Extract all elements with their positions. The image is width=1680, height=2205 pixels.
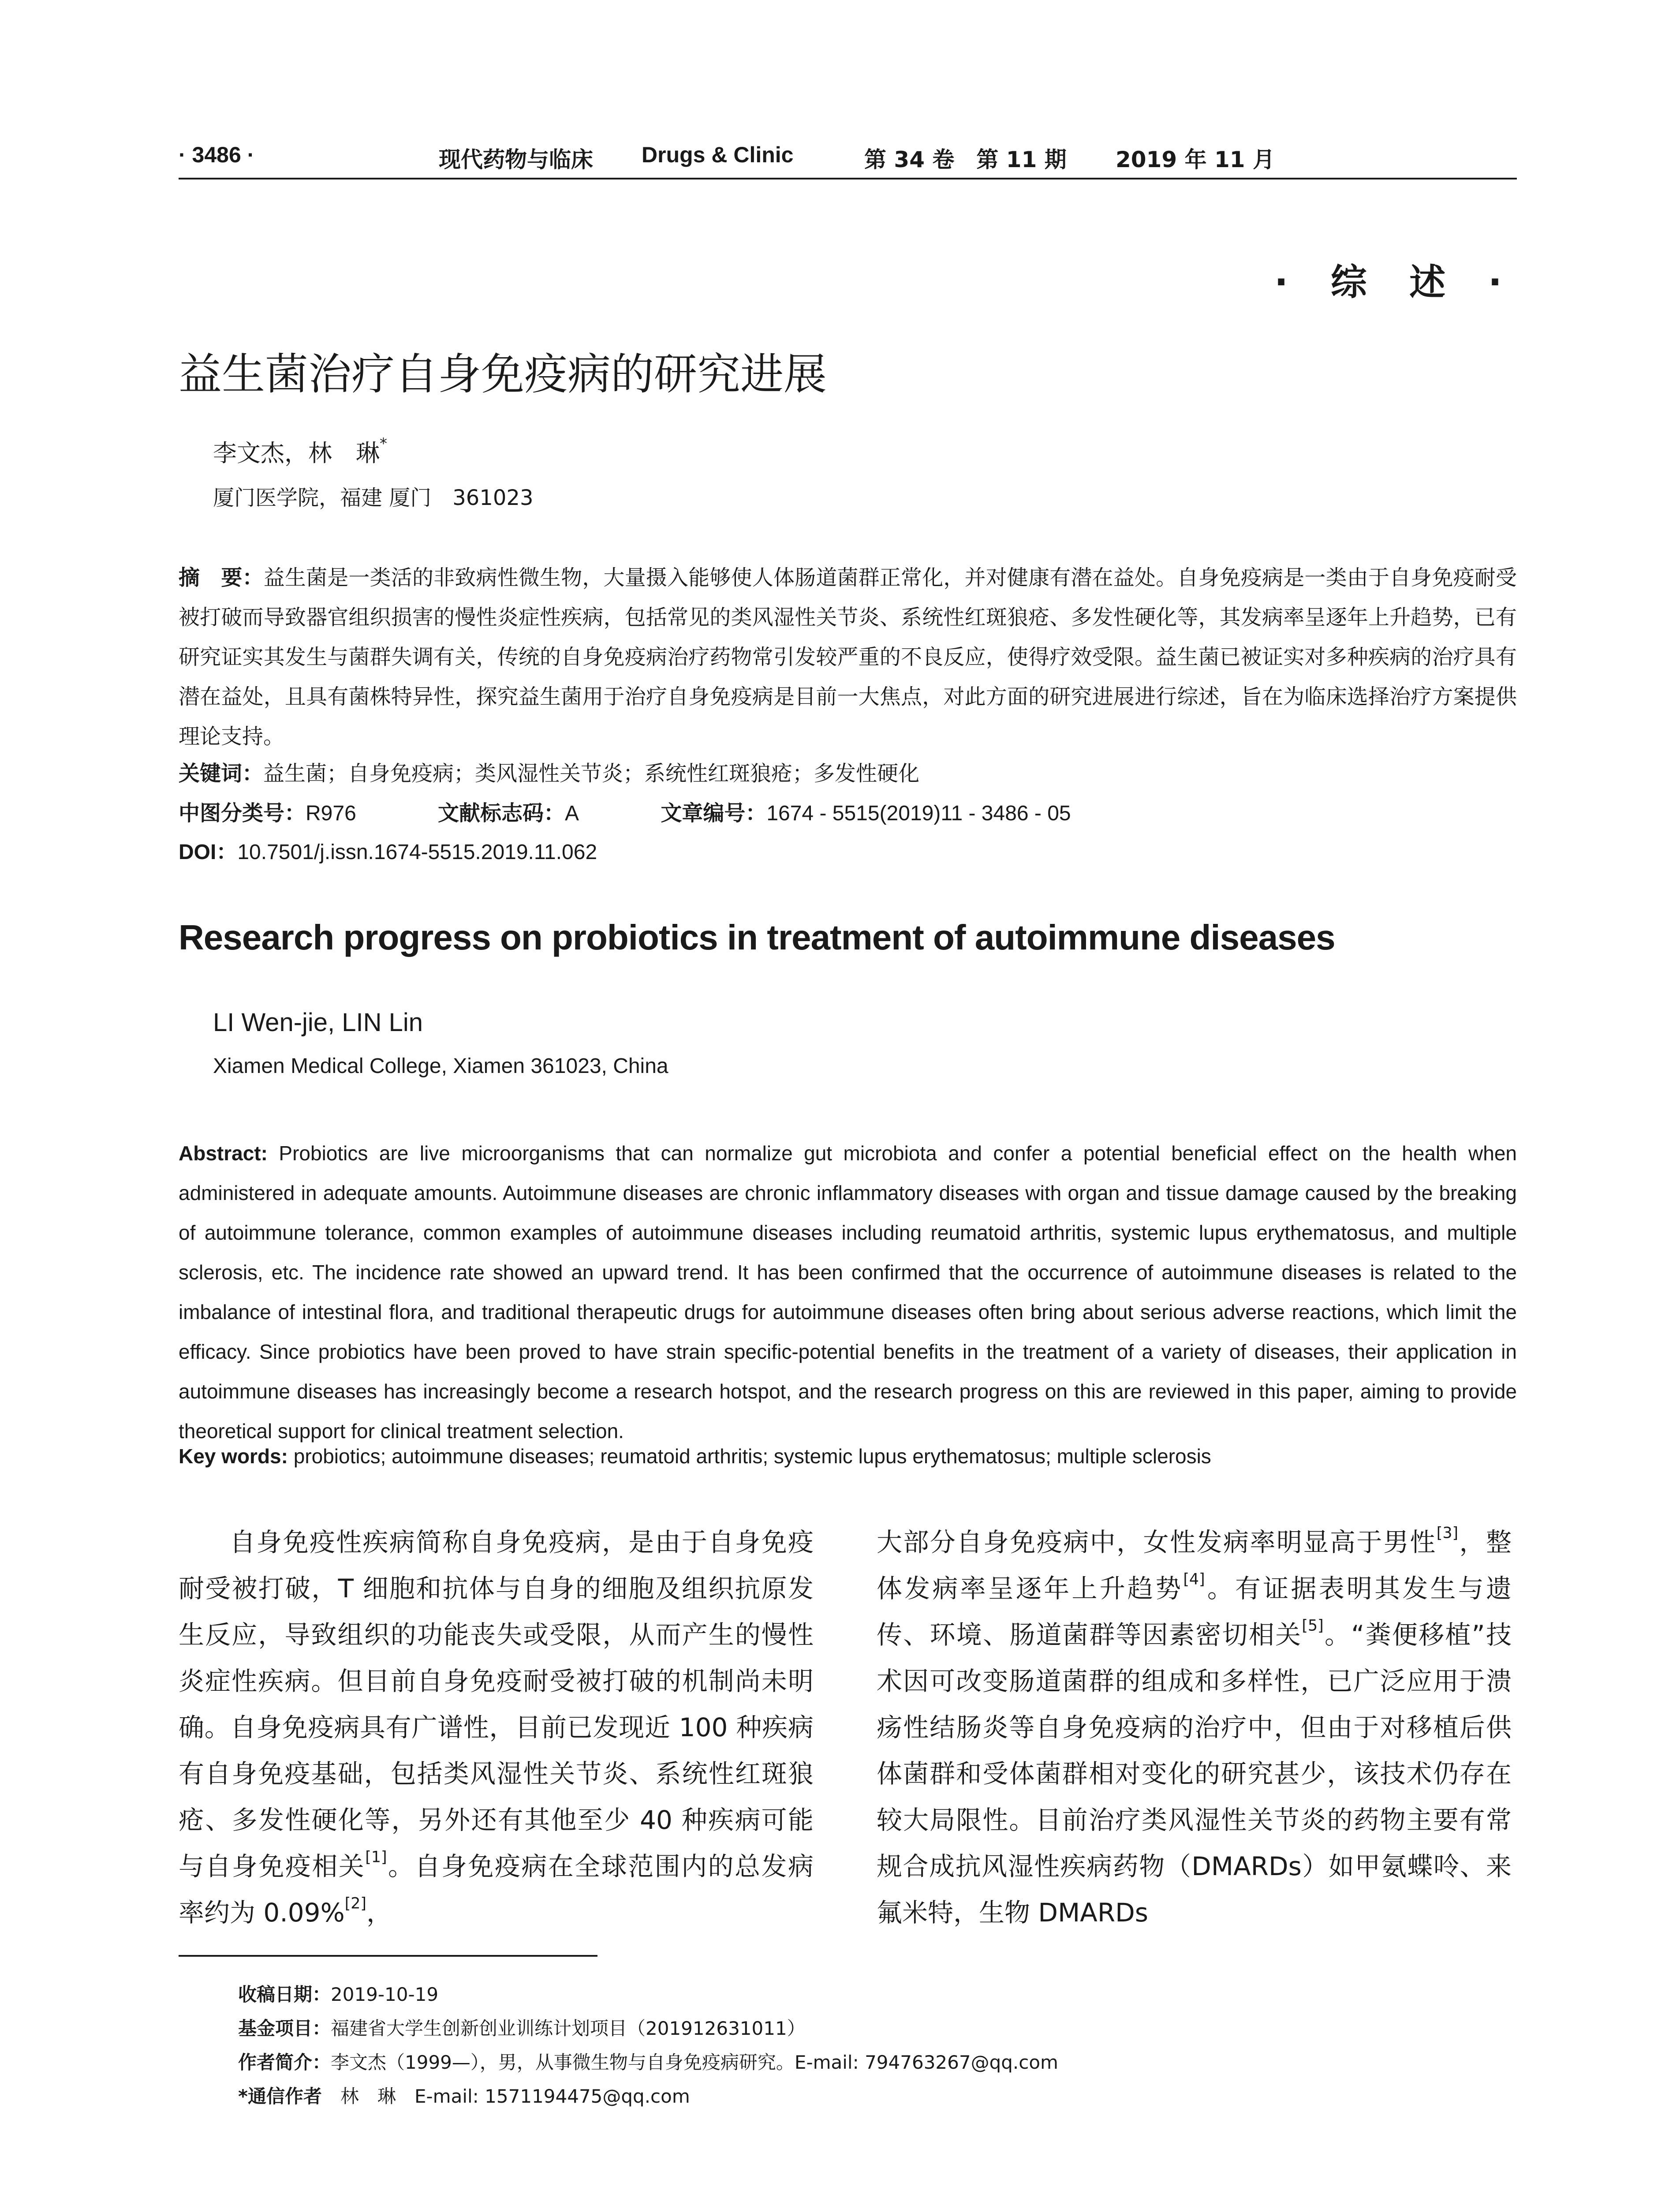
clc-value: R976	[306, 802, 356, 825]
bio-label: 作者简介：	[238, 2052, 331, 2073]
keywords-en-label: Key words:	[179, 1445, 288, 1468]
body-right-text-3: 。有证据表明其发生与遗传、环境、肠道菌群等因素密切相关	[877, 1573, 1512, 1650]
abstract-en-label: Abstract:	[179, 1142, 268, 1165]
fund-label: 基金项目：	[238, 2018, 331, 2039]
article-no-label: 文章编号：	[661, 801, 767, 826]
journal-title-en: Drugs & Clinic	[642, 142, 794, 167]
header-rule	[179, 178, 1517, 179]
classification-line	[179, 796, 1071, 826]
keywords-cn	[179, 756, 919, 787]
doi-label: DOI：	[179, 841, 238, 864]
footnote-corresponding	[238, 2082, 690, 2108]
clc-label: 中图分类号：	[179, 801, 306, 826]
section-label: · 综 述 ·	[1274, 262, 1517, 303]
footnote-rule	[179, 1955, 597, 1957]
abstract-cn	[179, 558, 1517, 756]
citation-2: [2]	[344, 1895, 366, 1913]
body-column-right	[877, 1519, 1512, 1936]
body-right-text-1: 大部分自身免疫病中，女性发病率明显高于男性	[877, 1527, 1437, 1557]
abstract-en	[179, 1133, 1517, 1451]
citation-5: [5]	[1302, 1617, 1324, 1635]
abstract-cn-label: 摘 要：	[179, 565, 264, 590]
authors-cn	[213, 434, 387, 468]
journal-title-cn: 现代药物与临床	[439, 147, 593, 172]
footnote-author-bio	[238, 2048, 1058, 2074]
bio-text: 李文杰（1999—），男，从事微生物与自身免疫病研究。E-mail: 794763267@qq.com	[331, 2052, 1058, 2073]
abstract-en-text: Probiotics are live microorganisms that can normalize gut microbiota and confer a potential beneficial effect on the health when administered in adequate amounts. Autoimmune diseases are chronic inflammatory diseases with organ and tissue damage caused by the breaking of autoimmune tolerance, common examples of autoimmune diseases including reumatoid arthritis, systemic lupus erythematosus, and multiple sclerosis, etc. The incidence rate showed an upward trend. It has been confirmed that the occurrence of autoimmune diseases is related to the imbalance of intestinal flora, and traditional therapeutic drugs for autoimmune diseases often bring about serious adverse reactions, which limit the efficacy. Since probiotics have been proved to have strain specific-potential benefits in the treatment of a variety of diseases, their application in autoimmune diseases has increasingly become a research hotspot, and the research progress on this are reviewed in this paper, aiming to provide theoretical support for clinical treatment selection.	[179, 1142, 1517, 1443]
corresponding-label: *通信作者	[238, 2085, 322, 2107]
issue-date: 2019 年 11 月	[1116, 147, 1275, 172]
citation-3: [3]	[1436, 1524, 1459, 1542]
body-right-text-4: 。“粪便移植”技术因可改变肠道菌群的组成和多样性，已广泛应用于溃疡性结肠炎等自身免疫病的治疗中，但由于对移植后供体菌群和受体菌群相对变化的研究甚少，该技术仍存在较大局限性。目前治疗类风湿性关节炎的药物主要有常规合成抗风湿性疾病药物（DMARDs）如甲氨蝶呤、来氟米特，生物 DMARDs	[877, 1620, 1512, 1928]
affiliation-en: Xiamen Medical College, Xiamen 361023, China	[213, 1054, 668, 1078]
footnote-received	[238, 1980, 438, 2007]
citation-1: [1]	[365, 1848, 387, 1866]
fund-text: 福建省大学生创新创业训练计划项目（201912631011）	[331, 2018, 806, 2039]
body-left-text-1: 自身免疫性疾病简称自身免疫病，是由于自身免疫耐受被打破，T 细胞和抗体与自身的细胞及组织抗原发生反应，导致组织的功能丧失或受限，从而产生的慢性炎症性疾病。但目前自身免疫耐受被打破的机制尚未明确。自身免疫病具有广谱性，目前已发现近 100 种疾病有自身免疫基础，包括类风湿性关节炎、系统性红斑狼疮、多发性硬化等，另外还有其他至少 40 种疾病可能与自身免疫相关	[179, 1527, 814, 1881]
running-header	[179, 142, 1517, 173]
page-number: · 3486 ·	[179, 142, 255, 167]
received-label: 收稿日期：	[238, 1984, 331, 2005]
keywords-en-text: probiotics; autoimmune diseases; reumatoid arthritis; systemic lupus erythematosus; multiple sclerosis	[293, 1445, 1211, 1468]
body-left-text-3: ，	[366, 1898, 392, 1928]
volume-issue: 第 34 卷 第 11 期	[864, 147, 1067, 172]
abstract-cn-text: 益生菌是一类活的非致病性微生物，大量摄入能够使人体肠道菌群正常化，并对健康有潜在益处。自身免疫病是一类由于自身免疫耐受被打破而导致器官组织损害的慢性炎症性疾病，包括常见的类风湿性关节炎、系统性红斑狼疮、多发性硬化等，其发病率呈逐年上升趋势，已有研究证实其发生与菌群失调有关，传统的自身免疫病治疗药物常引发较严重的不良反应，使得疗效受限。益生菌已被证实对多种疾病的治疗具有潜在益处，且具有菌株特异性，探究益生菌用于治疗自身免疫病是目前一大焦点，对此方面的研究进展进行综述，旨在为临床选择治疗方案提供理论支持。	[179, 565, 1517, 749]
doi-line	[179, 835, 597, 865]
article-title-cn: 益生菌治疗自身免疫病的研究进展	[179, 349, 827, 400]
doc-code-value: A	[565, 802, 579, 825]
corresponding-text: 林 琳 E-mail: 1571194475@qq.com	[340, 2085, 690, 2107]
affiliation-cn: 厦门医学院，福建 厦门 361023	[213, 486, 534, 510]
body-right-text-2: ，整体发病率呈逐年上升趋势	[877, 1527, 1512, 1603]
article-no-value: 1674 - 5515(2019)11 - 3486 - 05	[766, 802, 1071, 825]
keywords-cn-label: 关键词：	[179, 761, 264, 786]
citation-4: [4]	[1183, 1570, 1205, 1588]
keywords-cn-text: 益生菌；自身免疫病；类风湿性关节炎；系统性红斑狼疮；多发性硬化	[263, 761, 920, 786]
authors-en: LI Wen-jie, LIN Lin	[213, 1008, 423, 1037]
keywords-en	[179, 1444, 1211, 1468]
footnote-fund	[238, 2014, 806, 2041]
authors-cn-names: 李文杰，林 琳	[213, 439, 380, 467]
doi-value: 10.7501/j.issn.1674-5515.2019.11.062	[237, 841, 597, 864]
corresponding-mark: *	[380, 435, 387, 453]
article-title-en: Research progress on probiotics in treatment of autoimmune diseases	[179, 918, 1335, 957]
body-left-text-2: 。自身免疫病在全球范围内的总发病率约为 0.09%	[179, 1851, 814, 1928]
body-column-left	[179, 1519, 814, 1936]
doc-code-label: 文献标志码：	[438, 801, 565, 826]
received-date: 2019-10-19	[331, 1984, 439, 2005]
